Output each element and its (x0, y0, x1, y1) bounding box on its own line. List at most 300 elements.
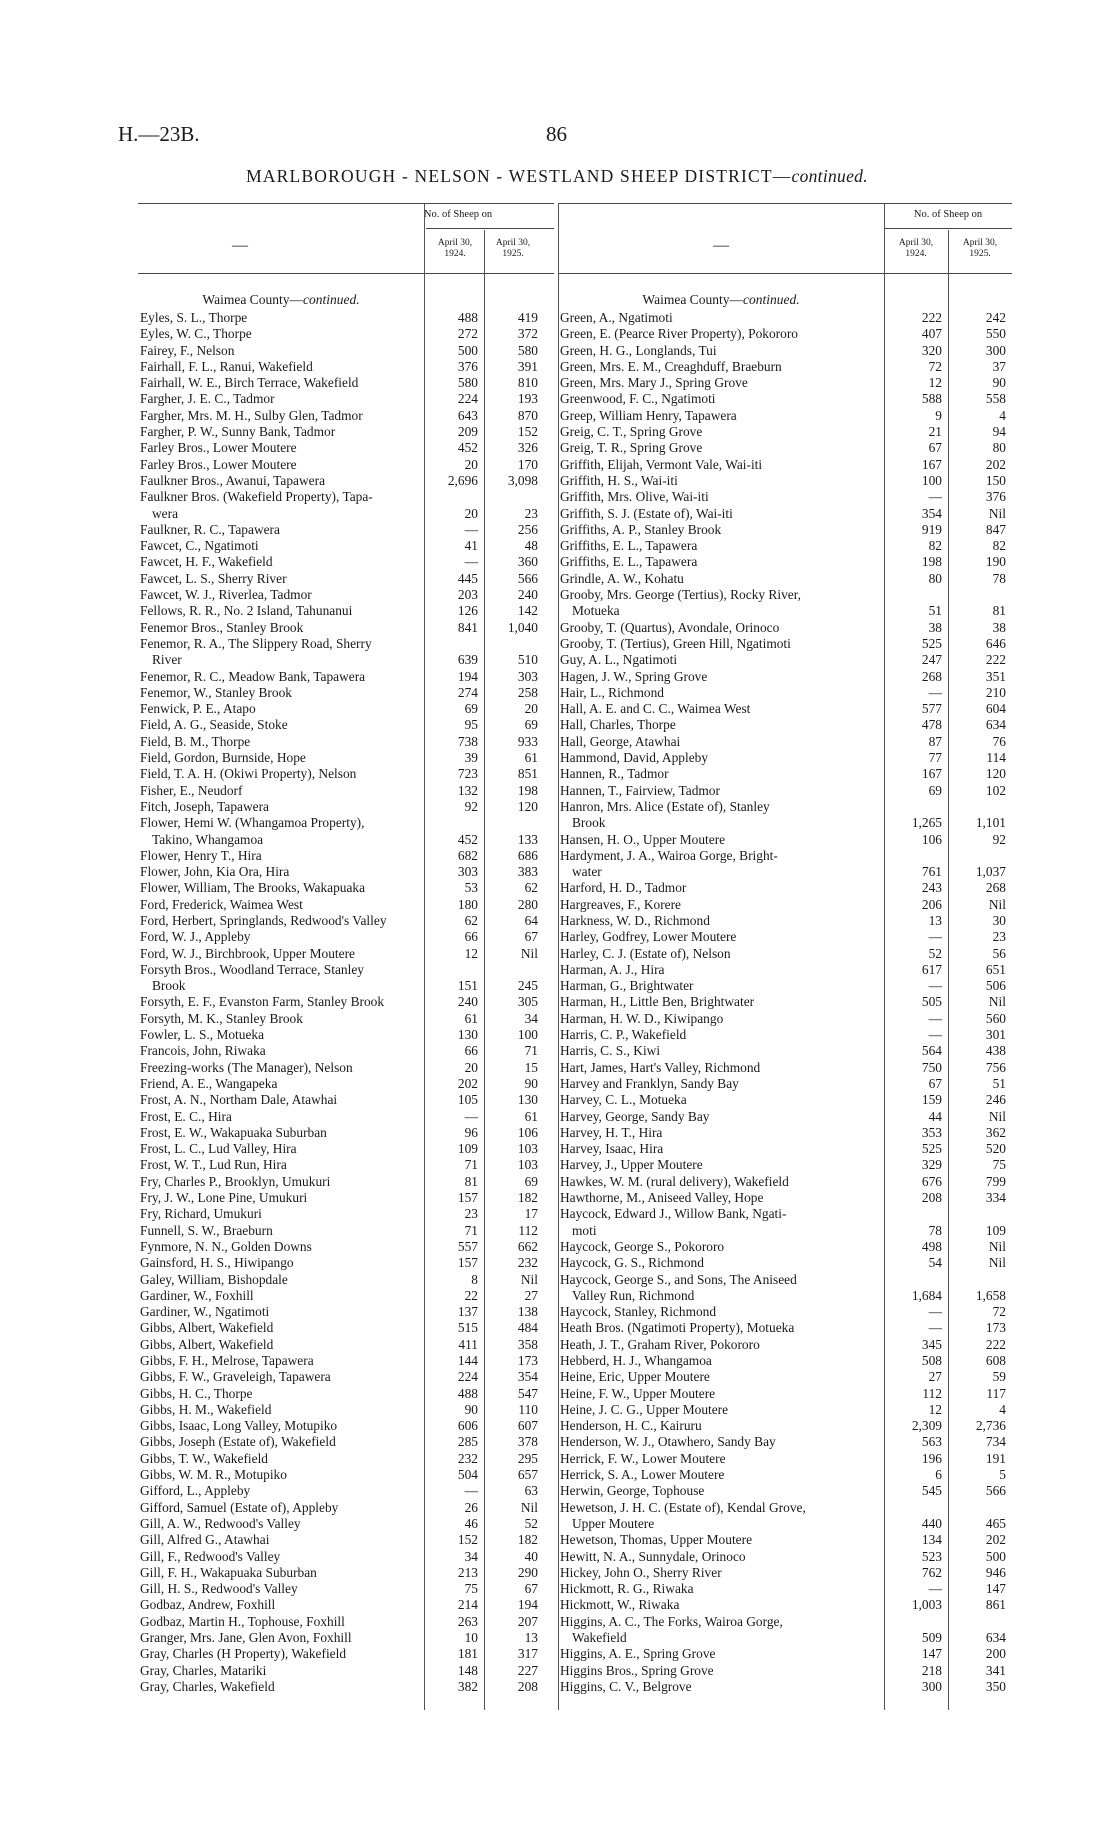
owner-name: Hannen, R., Tadmor (560, 766, 669, 782)
owner-name: Hickmott, W., Riwaka (560, 1597, 680, 1613)
owner-name: Frost, E. C., Hira (140, 1108, 232, 1124)
rule-top (138, 203, 554, 204)
table-row (558, 424, 1012, 440)
owner-name: Fry, Charles P., Brooklyn, Umukuri (140, 1173, 331, 1189)
sheep-1924: 54 (928, 1255, 942, 1271)
sheep-1924: 505 (921, 994, 942, 1010)
title-continued: continued. (791, 166, 868, 186)
sheep-1925: 933 (517, 733, 538, 749)
owner-name: Griffiths, E. L., Tapawera (560, 538, 698, 554)
owner-name: Hagen, J. W., Spring Grove (560, 668, 708, 684)
owner-name: Haycock, Edward J., Willow Bank, Ngati- moti (558, 1206, 884, 1239)
rule-top (558, 203, 1012, 204)
owner-name: Griffith, S. J. (Estate of), Wai-iti (560, 505, 733, 521)
sheep-1924: 224 (457, 1369, 478, 1385)
sheep-1924: 69 (928, 782, 942, 798)
sheep-1925: 2,736 (975, 1418, 1006, 1434)
sheep-1924: 213 (457, 1564, 478, 1580)
table-row (138, 1434, 554, 1450)
page-number: 86 (546, 122, 567, 146)
owner-name: Gibbs, Isaac, Long Valley, Motupiko (140, 1418, 338, 1434)
sheep-1924: 218 (921, 1662, 942, 1678)
name-column-header: — (232, 237, 248, 254)
owner-name: Harvey, H. T., Hira (560, 1124, 663, 1140)
sheep-1925: 117 (986, 1385, 1006, 1401)
table-row (138, 1288, 554, 1304)
sheep-1924: 62 (464, 912, 478, 928)
sheep-1925: 334 (985, 1190, 1006, 1206)
owner-name: Frost, W. T., Lud Run, Hira (140, 1157, 287, 1173)
sheep-1925: 61 (524, 1108, 538, 1124)
sheep-1924: 525 (921, 1141, 942, 1157)
table-row (558, 1027, 1012, 1043)
sheep-1925: 358 (517, 1336, 538, 1352)
sheep-1925: 202 (985, 456, 1006, 472)
table-row (138, 1043, 554, 1059)
sheep-1925: 64 (524, 912, 538, 928)
owner-name: Fynmore, N. N., Golden Downs (140, 1238, 312, 1254)
owner-name: Fawcet, L. S., Sherry River (140, 570, 287, 586)
sheep-1924: 180 (457, 896, 478, 912)
table-row (558, 750, 1012, 766)
table-row (558, 1451, 1012, 1467)
owner-name: Heath Bros. (Ngatimoti Property), Motueka (560, 1320, 795, 1336)
sheep-1924: 738 (457, 733, 478, 749)
sheep-1924: 196 (921, 1450, 942, 1466)
table-row (558, 766, 1012, 782)
sheep-1924: 445 (457, 570, 478, 586)
sheep-1924: 96 (464, 1124, 478, 1140)
owner-name: Flower, William, The Brooks, Wakapuaka (140, 880, 366, 896)
owner-name: Heine, F. W., Upper Moutere (560, 1385, 716, 1401)
owner-name: Fairhall, W. E., Birch Terrace, Wakefield (140, 375, 359, 391)
table-row (558, 457, 1012, 473)
rule-header-bottom (138, 273, 554, 274)
owner-name: Flower, John, Kia Ora, Hira (140, 864, 290, 880)
sheep-1924: 345 (921, 1336, 942, 1352)
owner-name: Field, B. M., Thorpe (140, 733, 251, 749)
owner-name: Gray, Charles, Wakefield (140, 1678, 275, 1694)
sheep-1925: 232 (517, 1255, 538, 1271)
table-row (138, 571, 554, 587)
table-row (558, 1060, 1012, 1076)
sheep-1925: 851 (517, 766, 538, 782)
sheep-1925: 566 (985, 1483, 1006, 1499)
owner-name: Gibbs, F. W., Graveleigh, Tapawera (140, 1369, 331, 1385)
sheep-1924: 488 (457, 310, 478, 325)
sheep-1924: 159 (921, 1092, 942, 1108)
sheep-1925: 1,658 (975, 1287, 1006, 1303)
sheep-1925: 100 (517, 1027, 538, 1043)
owner-name-continued: Brook (572, 815, 606, 831)
sheep-1925: 61 (524, 750, 538, 766)
owner-name: Field, A. G., Seaside, Stoke (140, 717, 288, 733)
owner-name-continued: Valley Run, Richmond (572, 1287, 695, 1303)
sheep-1925: 686 (517, 847, 538, 863)
sheep-1924: — (928, 1027, 942, 1043)
sheep-1925: 756 (985, 1059, 1006, 1075)
sheep-1924: 504 (457, 1467, 478, 1483)
sheep-1925: 242 (985, 310, 1006, 325)
owner-name: Harman, H. W. D., Kiwipango (560, 1010, 724, 1026)
owner-name: Green, A., Ngatimoti (560, 310, 673, 325)
sheep-1925: 182 (517, 1190, 538, 1206)
owner-name: Hall, A. E. and C. C., Waimea West (560, 701, 751, 717)
sheep-1924: 452 (457, 440, 478, 456)
sheep-1924: 353 (921, 1124, 942, 1140)
sheep-1925: 120 (985, 766, 1006, 782)
sheep-1925: 604 (985, 701, 1006, 717)
table-row (558, 343, 1012, 359)
sheep-1925: 317 (517, 1646, 538, 1662)
sheep-1924: 77 (928, 750, 942, 766)
owner-name: Harman, A. J., Hira (560, 961, 665, 977)
sheep-1925: 419 (517, 310, 538, 325)
table-row (138, 375, 554, 391)
table-row (558, 1663, 1012, 1679)
sheep-1924: 243 (921, 880, 942, 896)
sheep-1925: 360 (517, 554, 538, 570)
owner-name: Gibbs, H. C., Thorpe (140, 1385, 253, 1401)
sheep-1925: Nil (988, 994, 1006, 1010)
sheep-1925: 62 (524, 880, 538, 896)
sheep-1925: 56 (992, 945, 1006, 961)
table-row (138, 310, 554, 326)
sheep-1924: 181 (457, 1646, 478, 1662)
sheep-1925: 280 (517, 896, 538, 912)
owner-name-continued: Takino, Whangamoa (152, 831, 264, 847)
sheep-1925: 634 (985, 1630, 1006, 1646)
sheep-1925: 303 (517, 668, 538, 684)
owner-name: Hargreaves, F., Korere (560, 896, 682, 912)
sheep-1925: 1,040 (507, 619, 538, 635)
sheep-1924: 407 (921, 326, 942, 342)
table-row (138, 685, 554, 701)
sheep-1924: 78 (928, 1222, 942, 1238)
sheep-1925: 69 (524, 717, 538, 733)
sheep-1925: 268 (985, 880, 1006, 896)
sheep-1925: 362 (985, 1124, 1006, 1140)
sheep-1924: 617 (921, 961, 942, 977)
owner-name: Gardiner, W., Foxhill (140, 1287, 254, 1303)
table-row (558, 310, 1012, 326)
sheep-1925: 67 (524, 929, 538, 945)
sheep-1924: 1,684 (911, 1287, 942, 1303)
table-row (558, 1418, 1012, 1434)
sheep-1925: 173 (517, 1353, 538, 1368)
sheep-group-header: No. of Sheep on (913, 209, 983, 220)
owner-name: Faulkner, R. C., Tapawera (140, 521, 280, 537)
table-row (138, 750, 554, 766)
sheep-1924: 20 (464, 456, 478, 472)
sheep-1924: 194 (457, 668, 478, 684)
table-row (558, 1500, 1012, 1533)
owner-name: Ford, W. J., Birchbrook, Upper Moutere (140, 945, 355, 961)
table-row (138, 1027, 554, 1043)
owner-name: Farley Bros., Lower Moutere (140, 456, 297, 472)
sheep-1924: 53 (464, 880, 478, 896)
table-row (558, 1337, 1012, 1353)
sheep-1925: 607 (517, 1418, 538, 1434)
sheep-1925: 138 (517, 1304, 538, 1320)
sheep-1924: 240 (457, 994, 478, 1010)
sheep-1924: 75 (464, 1581, 478, 1597)
section-heading: Waimea County—continued. (642, 292, 800, 307)
table-row (558, 962, 1012, 978)
table-row (138, 913, 554, 929)
sheep-1925: 258 (517, 684, 538, 700)
table-row (138, 1549, 554, 1565)
table-row (558, 832, 1012, 848)
table-row (558, 1597, 1012, 1613)
sheep-1924: 12 (928, 1401, 942, 1417)
owner-name: Harman, H., Little Ben, Brightwater (560, 994, 755, 1010)
table-row (558, 620, 1012, 636)
sheep-1924: — (928, 1581, 942, 1597)
table-row (138, 946, 554, 962)
table-row (138, 1125, 554, 1141)
sheep-1925: 40 (524, 1548, 538, 1564)
table-row (558, 538, 1012, 554)
table-row (138, 1272, 554, 1288)
sheep-1924: 440 (921, 1515, 942, 1531)
sheep-1924: 509 (921, 1630, 942, 1646)
rule-header-bottom (558, 273, 1012, 274)
table-row (558, 1434, 1012, 1450)
sheep-1924: 134 (921, 1532, 942, 1548)
table-row (138, 1614, 554, 1630)
sheep-group-header: No. of Sheep on (423, 209, 493, 220)
table-row (558, 880, 1012, 896)
sheep-1924: 46 (464, 1515, 478, 1531)
sheep-1924: 112 (922, 1385, 942, 1401)
table-row (138, 1500, 554, 1516)
sheep-1925: 30 (992, 912, 1006, 928)
sheep-1925: 13 (524, 1630, 538, 1646)
sheep-1925: 150 (985, 472, 1006, 488)
sheep-1924: 919 (921, 521, 942, 537)
owner-name: Gill, A. W., Redwood's Valley (140, 1515, 301, 1531)
sheep-1925: 82 (992, 538, 1006, 554)
owner-name: Hansen, H. O., Upper Moutere (560, 831, 726, 847)
sheep-1925: 608 (985, 1353, 1006, 1368)
owner-name: Harley, Godfrey, Lower Moutere (560, 929, 737, 945)
sheep-1925: 646 (985, 635, 1006, 651)
sheep-1925: 170 (517, 456, 538, 472)
owner-name: Hardyment, J. A., Wairoa Gorge, Bright- water (558, 848, 884, 881)
table-row (138, 1402, 554, 1418)
table-row (138, 1516, 554, 1532)
sheep-1925: 383 (517, 864, 538, 880)
sheep-1924: 382 (457, 1678, 478, 1694)
owner-name: Fenwick, P. E., Atapo (140, 701, 256, 717)
left-rows (138, 310, 554, 1695)
owner-name-continued: Motueka (572, 603, 620, 619)
owner-name: Haycock, George S., and Sons, The Aniseed Valley Run, Richmond (558, 1272, 884, 1305)
sheep-1924: 1,003 (911, 1597, 942, 1613)
sheep-1924: 144 (457, 1353, 478, 1368)
owner-name: Forsyth, E. F., Evanston Farm, Stanley Brook (140, 994, 385, 1010)
sheep-1925: 810 (517, 375, 538, 391)
sheep-1924: 209 (457, 424, 478, 440)
sheep-1924: 13 (928, 912, 942, 928)
table-row (558, 440, 1012, 456)
sheep-1924: 147 (921, 1646, 942, 1662)
table-row (558, 1402, 1012, 1418)
table-row (558, 1549, 1012, 1565)
table-row (138, 669, 554, 685)
sheep-1925: 222 (985, 1336, 1006, 1352)
table-row (138, 522, 554, 538)
section-heading: Waimea County—continued. (202, 292, 360, 307)
sheep-1925: 193 (517, 391, 538, 407)
owner-name: Frost, L. C., Lud Valley, Hira (140, 1141, 297, 1157)
sheep-1925: 3,098 (507, 472, 538, 488)
table-row (558, 636, 1012, 652)
sheep-1925: 38 (992, 619, 1006, 635)
sheep-1925: 378 (517, 1434, 538, 1450)
sheep-1925: 103 (517, 1141, 538, 1157)
table-row (558, 1092, 1012, 1108)
sheep-1924: 66 (464, 1043, 478, 1059)
sheep-1925: 59 (992, 1369, 1006, 1385)
sheep-1924: 81 (464, 1173, 478, 1189)
table-row (558, 1206, 1012, 1239)
owner-name: Faulkner Bros., Awanui, Tapawera (140, 472, 326, 488)
owner-name: Hall, Charles, Thorpe (560, 717, 676, 733)
table-row (558, 391, 1012, 407)
owner-name: Hammond, David, Appleby (560, 750, 709, 766)
sheep-1924: 523 (921, 1548, 942, 1564)
owner-name: Farley Bros., Lower Moutere (140, 440, 297, 456)
table-row (558, 848, 1012, 881)
owner-name: Hair, L., Richmond (560, 684, 664, 700)
sheep-1925: Nil (988, 505, 1006, 521)
table-row (558, 1190, 1012, 1206)
sheep-1925: 17 (524, 1206, 538, 1222)
sheep-1925: Nil (520, 1499, 538, 1515)
sheep-1924: 498 (921, 1238, 942, 1254)
sheep-1924: 95 (464, 717, 478, 733)
owner-name-continued: Brook (152, 978, 186, 994)
table-row (138, 1369, 554, 1385)
owner-name: Frost, A. N., Northam Dale, Atawhai (140, 1092, 338, 1108)
table-row (558, 1239, 1012, 1255)
sheep-1925: 799 (985, 1173, 1006, 1189)
sheep-1925: 130 (517, 1092, 538, 1108)
table-row (558, 408, 1012, 424)
table-row (138, 1646, 554, 1662)
sheep-1925: 634 (985, 717, 1006, 733)
owner-name: Green, Mrs. Mary J., Spring Grove (560, 375, 748, 391)
sheep-1925: 90 (992, 375, 1006, 391)
owner-name: Grindle, A. W., Kohatu (560, 570, 684, 586)
table-row (558, 1614, 1012, 1647)
owner-name: Griffiths, E. L., Tapawera (560, 554, 698, 570)
owner-name: Higgins, C. V., Belgrove (560, 1678, 692, 1694)
table-row (558, 1646, 1012, 1662)
sheep-1925: 194 (517, 1597, 538, 1613)
sheep-1924: 87 (928, 733, 942, 749)
sheep-1925: Nil (520, 1271, 538, 1287)
sheep-1925: 1,037 (975, 864, 1006, 880)
owner-name: Gill, H. S., Redwood's Valley (140, 1581, 298, 1597)
table-row (558, 1076, 1012, 1092)
sheep-1924: 247 (921, 652, 942, 668)
sheep-1924: 274 (457, 684, 478, 700)
sheep-1925: 114 (986, 750, 1006, 766)
owner-name: Griffiths, A. P., Stanley Brook (560, 521, 722, 537)
table-row (558, 1109, 1012, 1125)
table-row (138, 326, 554, 342)
table-row (138, 1337, 554, 1353)
sheep-1925: 245 (517, 978, 538, 994)
owner-name: Hewetson, Thomas, Upper Moutere (560, 1532, 753, 1548)
table-row (558, 652, 1012, 668)
table-row (558, 913, 1012, 929)
owner-name: Harvey and Franklyn, Sandy Bay (560, 1075, 739, 1091)
owner-name: Heine, J. C. G., Upper Moutere (560, 1401, 729, 1417)
owner-name: Herrick, S. A., Lower Moutere (560, 1467, 725, 1483)
sheep-1924: 39 (464, 750, 478, 766)
owner-name: Henderson, H. C., Kairuru (560, 1418, 702, 1434)
sheep-1925: 520 (985, 1141, 1006, 1157)
owner-name: Harley, C. J. (Estate of), Nelson (560, 945, 731, 961)
table-row (138, 1076, 554, 1092)
table-row (138, 1239, 554, 1255)
owner-name: Grooby, Mrs. George (Tertius), Rocky River, Motueka (558, 587, 884, 620)
sheep-1924: 303 (457, 864, 478, 880)
table-row (138, 1320, 554, 1336)
sheep-1925: 734 (985, 1434, 1006, 1450)
owner-name: Harvey, George, Sandy Bay (560, 1108, 710, 1124)
owner-name: Grooby, T. (Quartus), Avondale, Orinoco (560, 619, 780, 635)
sheep-1925: 246 (985, 1092, 1006, 1108)
table-row (558, 1369, 1012, 1385)
sheep-1924: 130 (457, 1027, 478, 1043)
sheep-1925: 240 (517, 587, 538, 603)
table-row (558, 1353, 1012, 1369)
page-reference: H.—23B. (118, 122, 200, 146)
table-row (138, 880, 554, 896)
sheep-1925: 566 (517, 570, 538, 586)
sheep-1924: — (464, 554, 478, 570)
owner-name: Field, Gordon, Burnside, Hope (140, 750, 306, 766)
sheep-1925: 202 (985, 1532, 1006, 1548)
owner-name: Ford, Herbert, Springlands, Redwood's Valley (140, 912, 387, 928)
table-row (138, 343, 554, 359)
owner-name-continued: Upper Moutere (572, 1515, 655, 1531)
owner-name: Fenemor, R. A., The Slippery Road, Sherry River (138, 636, 424, 669)
owner-name: Fawcet, W. J., Riverlea, Tadmor (140, 587, 312, 603)
owner-name: Hickey, John O., Sherry River (560, 1564, 722, 1580)
table-row (138, 1565, 554, 1581)
owner-name: Fitch, Joseph, Tapawera (140, 798, 269, 814)
table-row (138, 1223, 554, 1239)
sheep-1924: 67 (928, 440, 942, 456)
owner-name: Eyles, W. C., Thorpe (140, 326, 252, 342)
owner-name: Fawcet, C., Ngatimoti (140, 538, 259, 554)
table-row (558, 1174, 1012, 1190)
title-main: MARLBOROUGH - NELSON - WESTLAND SHEEP DISTRICT— (246, 166, 792, 186)
sheep-1925: 305 (517, 994, 538, 1010)
sheep-1925: 198 (517, 782, 538, 798)
sheep-1925: 75 (992, 1157, 1006, 1173)
sheep-1924: 580 (457, 375, 478, 391)
owner-name-continued: wera (152, 505, 179, 521)
owner-name: Fenemor, W., Stanley Brook (140, 684, 292, 700)
sheep-1924: 21 (928, 424, 942, 440)
